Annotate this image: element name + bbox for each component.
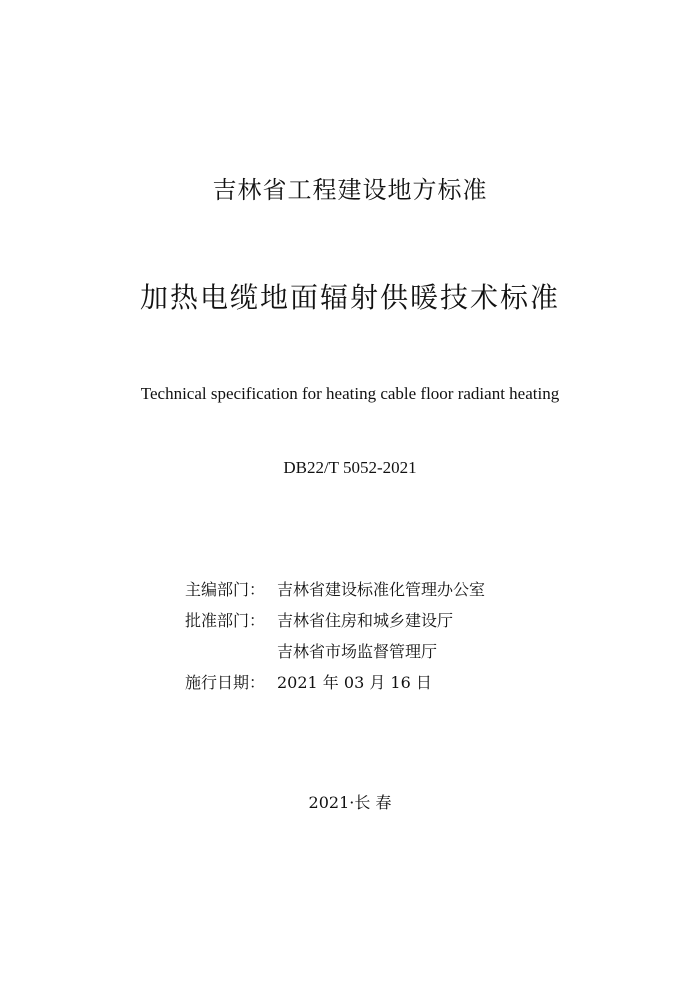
effective-date-row — [185, 667, 605, 698]
editor-value: 吉林省建设标准化管理办公室 — [277, 580, 486, 599]
effective-date-value: 2021 年 03 月 16 日 — [277, 673, 432, 692]
approver-value: 吉林省住房和城乡建设厅 — [277, 611, 454, 630]
approver-label-spacer — [185, 636, 277, 667]
publication-info — [185, 574, 605, 698]
title-english: Technical specification for heating cable floor radiant heating — [140, 384, 560, 403]
approver-row — [185, 605, 605, 636]
effective-date-label: 施行日期： — [185, 673, 266, 692]
issuer-heading: 吉林省工程建设地方标准 — [212, 176, 488, 204]
editor-row — [185, 574, 605, 605]
approver-row-2 — [185, 636, 605, 667]
publication-place-year: 2021·长 春 — [308, 793, 392, 812]
approver-label: 批准部门： — [185, 611, 266, 630]
approver-value-2: 吉林省市场监督管理厅 — [277, 642, 438, 661]
standard-code: DB22/T 5052-2021 — [283, 458, 417, 477]
editor-label: 主编部门： — [185, 580, 266, 599]
title-chinese: 加热电缆地面辐射供暖技术标准 — [139, 281, 560, 314]
